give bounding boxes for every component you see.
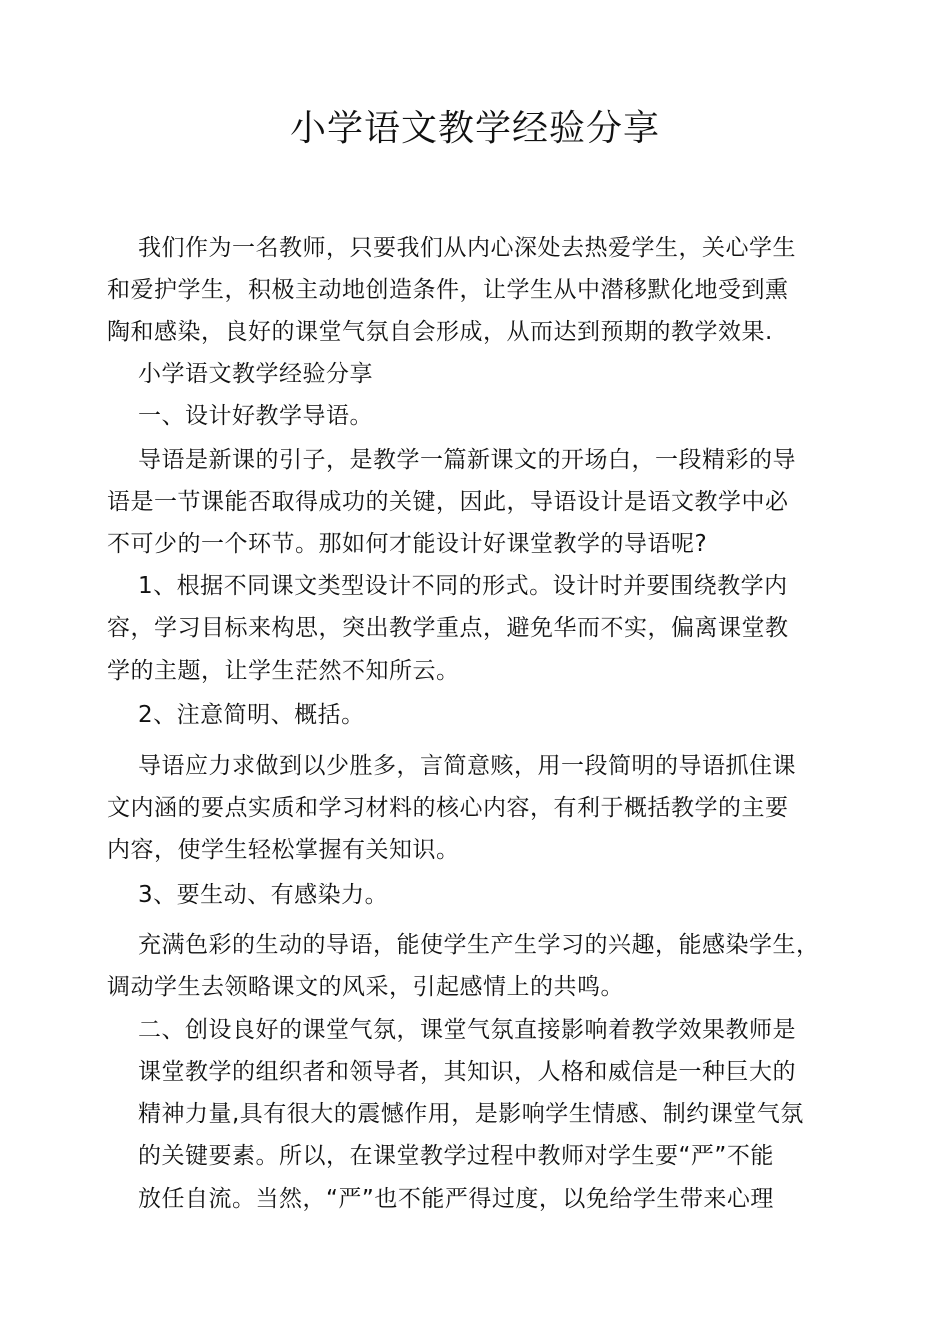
text-line: 和爱护学生，积极主动地创造条件，让学生从中潜移默化地受到熏 (107, 277, 789, 303)
text-line: 我们作为一名教师，只要我们从内心深处去热爱学生，关心学生 (138, 235, 796, 261)
text-line: 精神力量,具有很大的震憾作用，是影响学生情感、制约课堂气氛 (138, 1101, 804, 1127)
text-line: 导语应力求做到以少胜多，言简意赅，用一段简明的导语抓住课 (138, 753, 796, 779)
text-line: 语是一节课能否取得成功的关键，因此，导语设计是语文教学中必 (107, 489, 789, 515)
text-line: 的关键要素。所以，在课堂教学过程中教师对学生要“严”不能 (138, 1143, 774, 1169)
text-line: 文内涵的要点实质和学习材料的核心内容，有利于概括教学的主要 (107, 795, 789, 821)
text-line: 充满色彩的生动的导语，能使学生产生学习的兴趣，能感染学生， (138, 932, 820, 958)
text-line: 小学语文教学经验分享 (138, 361, 373, 387)
text-line: 导语是新课的引子，是教学一篇新课文的开场白，一段精彩的导 (138, 447, 796, 473)
text-line: 1、根据不同课文类型设计不同的形式。设计时并要围绕教学内 (138, 573, 788, 599)
text-line: 内容，使学生轻松掌握有关知识。 (107, 837, 460, 863)
text-line: 一、设计好教学导语。 (138, 403, 373, 429)
text-line: 容，学习目标来构思，突出教学重点，避免华而不实，偏离课堂教 (107, 615, 789, 641)
text-line: 陶和感染，良好的课堂气氛自会形成，从而达到预期的教学效果. (107, 319, 773, 345)
text-line: 不可少的一个环节。那如何才能设计好课堂教学的导语呢? (107, 531, 708, 557)
text-line: 课堂教学的组织者和领导者，其知识，人格和威信是一种巨大的 (138, 1059, 796, 1085)
text-line: 放任自流。当然，“严”也不能严得过度，以免给学生带来心理 (138, 1186, 774, 1212)
document-title: 小学语文教学经验分享 (289, 108, 660, 149)
text-line: 二、创设良好的课堂气氛，课堂气氛直接影响着教学效果教师是 (138, 1017, 796, 1043)
text-line: 2、注意简明、概括。 (138, 702, 365, 728)
text-line: 3、要生动、有感染力。 (138, 882, 389, 908)
text-line: 调动学生去领略课文的风采，引起感情上的共鸣。 (107, 974, 624, 1000)
text-line: 学的主题，让学生茫然不知所云。 (107, 658, 460, 684)
